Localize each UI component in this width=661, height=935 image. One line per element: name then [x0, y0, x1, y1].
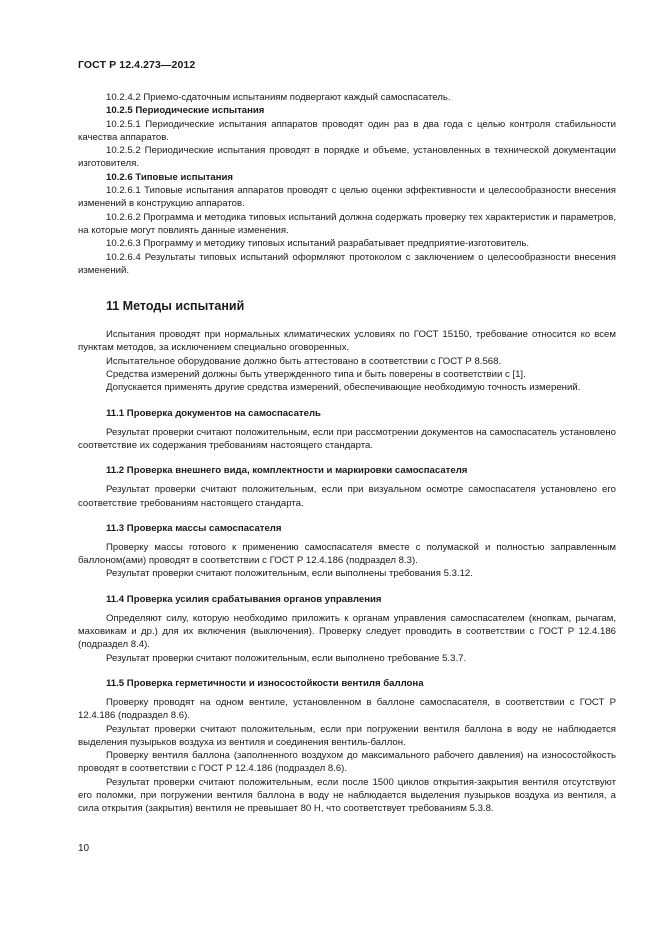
heading-11-1: 11.1 Проверка документов на самоспасатель	[106, 407, 321, 419]
document-header: ГОСТ Р 12.4.273—2012	[78, 59, 196, 71]
paragraph-10-2-6-2: 10.2.6.2 Программа и методика типовых испытаний должна содержать проверку тех характеристик и параметров, на которые могут повлиять данные изменения.	[78, 211, 616, 236]
heading-10-2-5: 10.2.5 Периодические испытания	[106, 105, 265, 117]
section-11-paragraph: Испытания проводят при нормальных климатических условиях по ГОСТ 15150, требование относится ко всем пунктам методов, за исключением специально оговоренных.	[78, 329, 616, 354]
paragraph-11-2: Результат проверки считают положительным, если при визуальном осмотре самоспасателя установлено его соответствие требованиям настоящего стандарта.	[78, 484, 616, 509]
paragraph-11-5: Результат проверки считают положительным, если при погружении вентиля баллона в воду не наблюдается выделения пузырьков воздуха из вентиля и соединения вентиль-баллон.	[78, 723, 616, 748]
paragraph-10-2-5-1: 10.2.5.1 Периодические испытания аппаратов проводят один раз в два года с целью контроля стабильности качества аппаратов.	[78, 118, 616, 143]
paragraph-10-2-4-2: 10.2.4.2 Приемо-сдаточным испытаниям подвергают каждый самоспасатель.	[106, 92, 451, 103]
heading-10-2-6: 10.2.6 Типовые испытания	[106, 171, 234, 183]
heading-11-5: 11.5 Проверка герметичности и износостойкости вентиля баллона	[106, 677, 424, 689]
heading-11-3: 11.3 Проверка массы самоспасателя	[106, 522, 282, 534]
paragraph-11-4: Результат проверки считают положительным, если выполнено требование 5.3.7.	[106, 652, 467, 664]
page-number: 10	[78, 843, 90, 854]
paragraph-11-3: Результат проверки считают положительным, если выполнены требования 5.3.12.	[106, 568, 473, 580]
section-11-title: 11 Методы испытаний	[106, 299, 245, 314]
paragraph-11-3: Проверку массы готового к применению самоспасателя вместе с полумаской и полностью заправленным баллоном(ами) проводят в соответствии с ГОСТ Р 12.4.186 (подраздел 8.3).	[78, 541, 616, 567]
section-11-paragraph: Средства измерений должны быть утвержденного типа и быть поверены в соответствии с [1].	[106, 369, 526, 381]
paragraph-11-5: Проверку вентиля баллона (заполненного воздухом до максимального рабочего давления) на износостойкость проводят в соответствии с ГОСТ Р 12.4.186 (подраздел 8.6).	[78, 750, 616, 775]
paragraph-11-1: Результат проверки считают положительным, если при рассмотрении документов на самоспасатель установлено соответствие их содержания требованиям настоящего стандарта.	[78, 426, 616, 451]
paragraph-11-5: Результат проверки считают положительным, если после 1500 циклов открытия-закрытия вентиля отсутствуют его поломки, при погружении вентиля баллона в воду не наблюдается выделения пузырьков воздуха из вентиля, а сила открытия (закрытия) вентиля не превышает 80 Н, что соответствует требованиям 5.3.8.	[78, 776, 616, 815]
paragraph-10-2-6-4: 10.2.6.4 Результаты типовых испытаний оформляют протоколом с заключением о целесообразности внесения изменений.	[78, 251, 616, 276]
section-11-paragraph: Испытательное оборудование должно быть аттестовано в соответствии с ГОСТ Р 8.568.	[106, 355, 502, 367]
paragraph-10-2-5-2: 10.2.5.2 Периодические испытания проводят в порядке и объеме, установленных в технической документации изготовителя.	[78, 145, 616, 170]
heading-11-4: 11.4 Проверка усилия срабатывания органов управления	[106, 593, 382, 605]
section-11-paragraph: Допускается применять другие средства измерений, обеспечивающие необходимую точность измерений.	[106, 382, 581, 394]
page-content	[78, 91, 616, 816]
paragraph-10-2-6-1: 10.2.6.1 Типовые испытания аппаратов проводят с целью оценки эффективности и целесообразности внесения изменений в конструкцию аппаратов.	[78, 185, 616, 210]
paragraph-10-2-6-3: 10.2.6.3 Программу и методику типовых испытаний разрабатывает предприятие-изготовитель.	[106, 238, 530, 250]
paragraph-11-5: Проверку проводят на одном вентиле, установленном в баллоне самоспасателя, в соответствии с ГОСТ Р 12.4.186 (подраздел 8.6).	[78, 696, 616, 722]
paragraph-11-4: Определяют силу, которую необходимо приложить к органам управления самоспасателем (кнопкам, рычагам, маховикам и др.) для их включения (выключения). Проверку следует проводить в соответствии с ГОСТ Р 12.4.186 (подраздел 8.4).	[78, 612, 616, 651]
heading-11-2: 11.2 Проверка внешнего вида, комплектности и маркировки самоспасателя	[106, 465, 468, 477]
